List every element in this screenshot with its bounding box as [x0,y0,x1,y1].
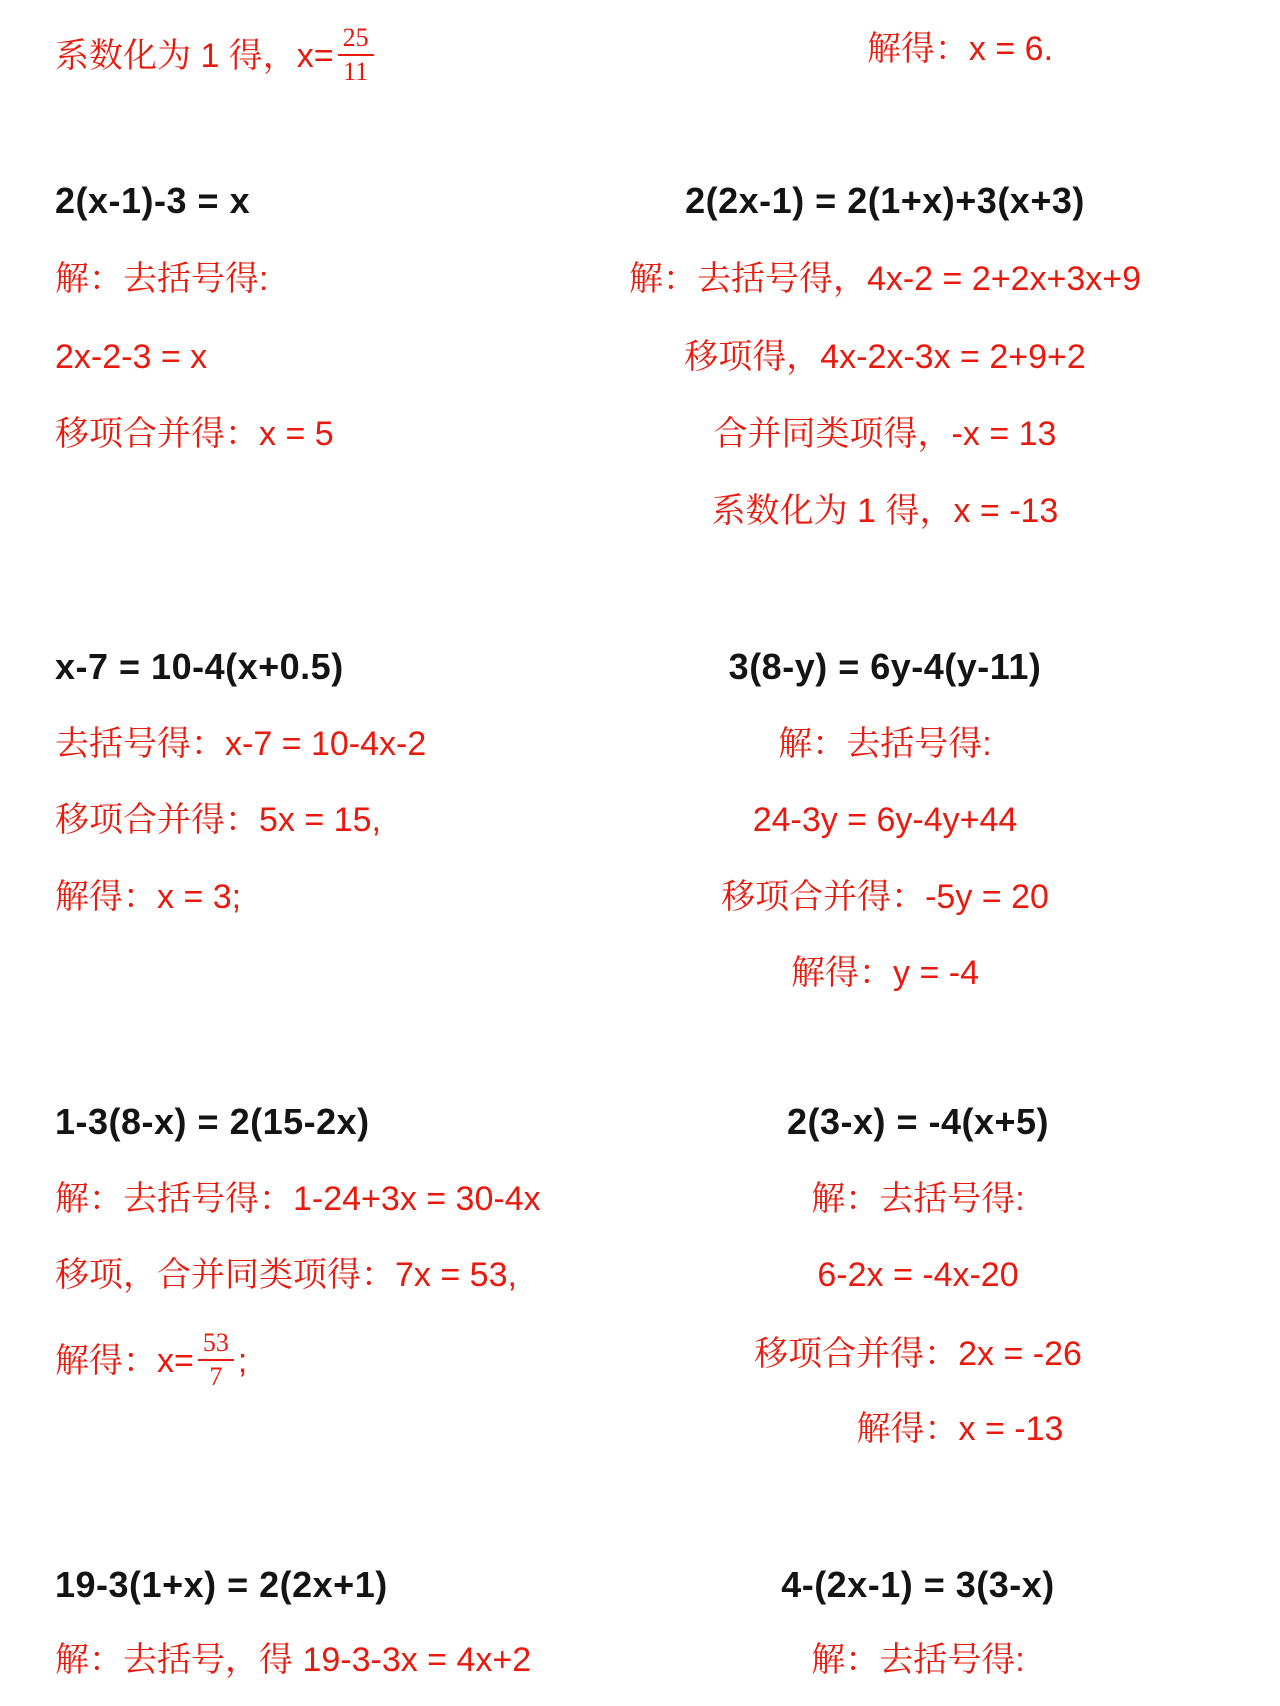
worksheet-row [0,1406,1280,1452]
worksheet-row [0,1176,1280,1222]
left-column-line [0,256,640,302]
right-column-line [565,488,1205,534]
solution-text: 解：去括号，得 19-3-3x = 4x+2 [55,1641,532,1679]
solution-text: 解：去括号得，4x-2 = 2+2x+3x+9 [628,260,1142,298]
worksheet-row [0,1637,1280,1683]
right-column-line [565,950,1205,996]
left-column-line [0,1099,640,1145]
right-column-line [598,1331,1238,1395]
solution-text: 解：去括号得: [811,1641,1025,1679]
worksheet-row [0,644,1280,690]
left-column-line [0,178,640,224]
worksheet-row [0,23,1280,90]
solution-text: 解得：y = -4 [791,954,979,992]
solution-text: 系数化为 1 得，x = -13 [711,492,1059,530]
left-column-line [0,721,640,767]
worksheet-row [0,1328,1280,1395]
fraction [338,23,374,87]
left-column-line [0,1176,640,1222]
left-column-line [0,797,640,843]
right-column-line [598,1562,1238,1608]
right-column-line [640,1406,1280,1452]
solution-text: 解得：x = 3; [55,878,242,916]
solution-text: 24-3y = 6y-4y+44 [752,801,1018,839]
solution-text: 6-2x = -4x-20 [817,1256,1019,1294]
solution-text: 2x-2-3 = x [55,338,208,376]
fraction-denominator: 11 [343,56,369,86]
problem-equation: 2(2x-1) = 2(1+x)+3(x+3) [685,180,1085,221]
worksheet-row [0,256,1280,302]
problem-equation: 1-3(8-x) = 2(15-2x) [55,1101,370,1142]
left-column-line [0,23,640,90]
right-column-line [565,721,1205,767]
fraction-numerator: 53 [198,1328,234,1361]
solution-text: 解得：x = -13 [856,1410,1064,1448]
problem-equation: 3(8-y) = 6y-4(y-11) [728,646,1042,687]
problem-equation: 4-(2x-1) = 3(3-x) [781,1564,1055,1605]
worksheet-row [0,178,1280,224]
worksheet-row [0,1099,1280,1145]
worksheet-row [0,950,1280,996]
solution-text: 去括号得：x-7 = 10-4x-2 [55,725,427,763]
solution-text: 解得：x = 6. [866,30,1054,68]
right-column-line [565,178,1205,224]
problem-equation: 19-3(1+x) = 2(2x+1) [55,1564,388,1605]
problem-equation: 2(x-1)-3 = x [55,180,251,221]
right-column-line [565,256,1205,302]
solution-text: 移项得，4x-2x-3x = 2+9+2 [684,338,1086,376]
solution-text: 移项，合并同类项得：7x = 53, [55,1256,517,1294]
solution-text: 解：去括号得：1-24+3x = 30-4x [55,1180,541,1218]
fraction-numerator: 25 [338,23,374,56]
worksheet-row [0,721,1280,767]
solution-text: 解：去括号得: [778,725,992,763]
solution-text: ; [237,1341,248,1380]
worksheet-row [0,334,1280,380]
right-column-line [598,1176,1238,1222]
worksheet-row [0,411,1280,457]
right-column-line [565,644,1205,690]
solution-text: 解得：x= [55,1341,194,1380]
solution-text: 解：去括号得: [55,260,269,298]
right-column-line [565,334,1205,380]
left-column-line [0,334,640,380]
worksheet-row [0,1562,1280,1608]
left-column-line [0,950,640,996]
worksheet-row [0,874,1280,920]
right-column-line [640,26,1280,90]
worksheet-row [0,488,1280,534]
right-column-line [565,874,1205,920]
solution-text: 移项合并得：-5y = 20 [721,878,1049,916]
left-column-line [0,411,640,457]
problem-equation: 2(3-x) = -4(x+5) [786,1101,1050,1142]
right-column-line [598,1252,1238,1298]
fraction-denominator: 7 [209,1361,223,1391]
right-column-line [565,797,1205,843]
left-column-line [0,1637,640,1683]
left-column-line [0,644,640,690]
left-column-line [0,488,640,534]
solution-text: 移项合并得：5x = 15, [55,801,381,839]
fraction [198,1328,234,1392]
left-column-line [0,1406,640,1452]
worksheet-row [0,1252,1280,1298]
solution-text: 合并同类项得，-x = 13 [713,415,1057,453]
solution-text: 解：去括号得: [811,1180,1025,1218]
problem-equation: x-7 = 10-4(x+0.5) [55,646,344,687]
left-column-line [0,1562,640,1608]
right-column-line [598,1637,1238,1683]
right-column-line [565,411,1205,457]
left-column-line [0,1328,640,1395]
solution-text: 移项合并得：x = 5 [55,415,334,453]
worksheet-row [0,797,1280,843]
left-column-line [0,874,640,920]
left-column-line [0,1252,640,1298]
right-column-line [598,1099,1238,1145]
solution-text: 系数化为 1 得，x= [55,36,334,75]
solution-text: 移项合并得：2x = -26 [754,1335,1082,1373]
